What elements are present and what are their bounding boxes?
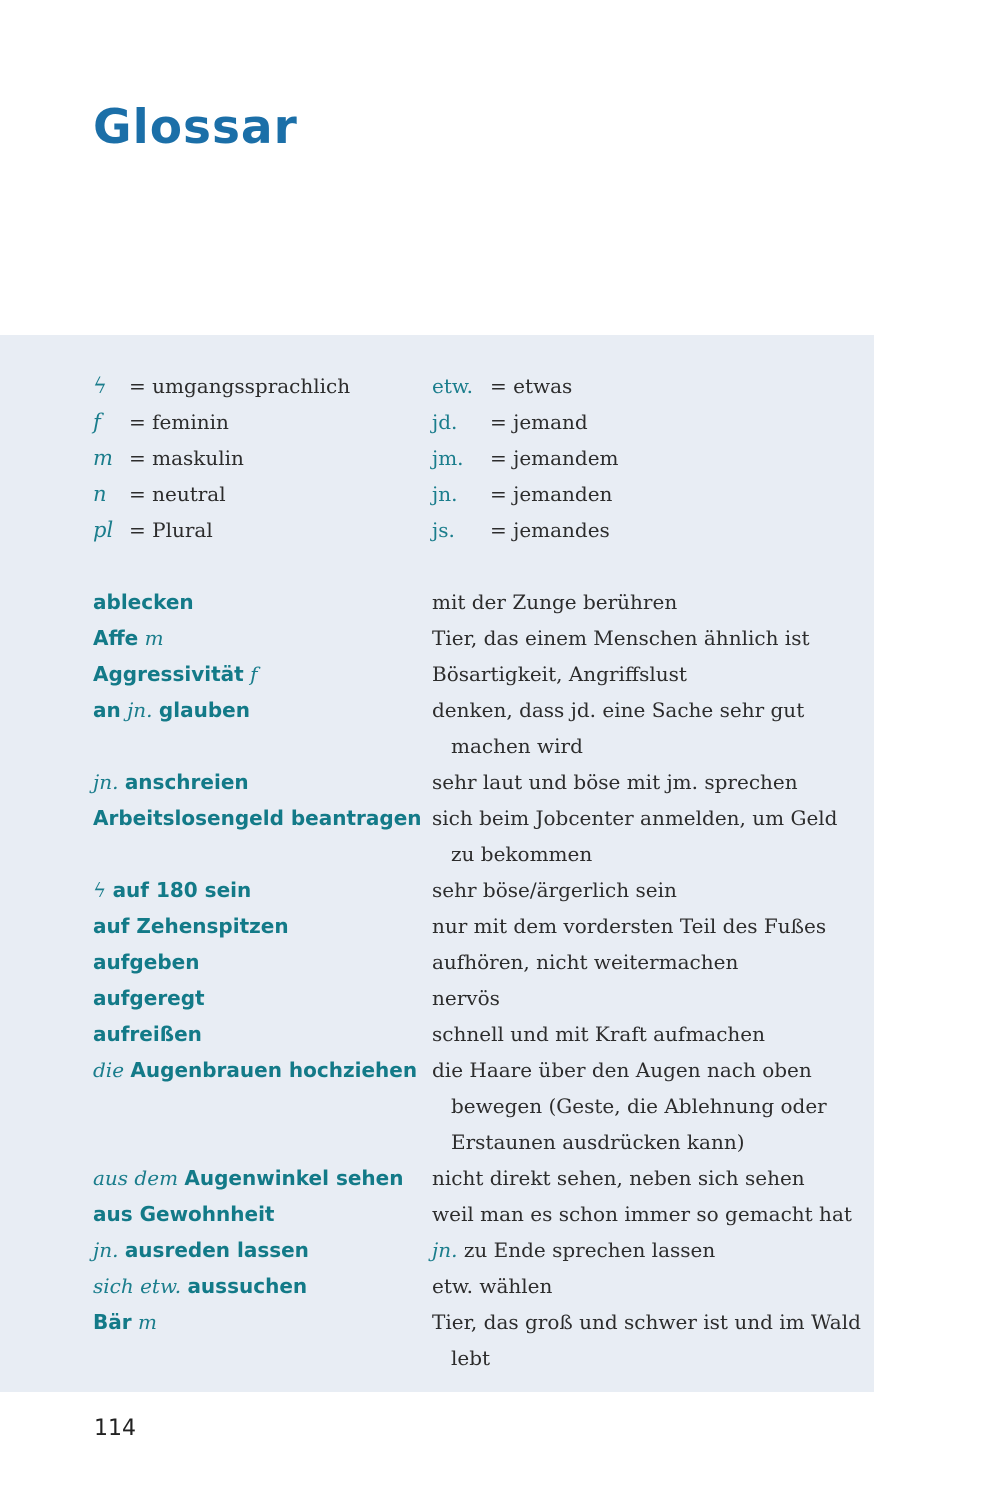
glossary-content <box>93 368 863 1376</box>
glossary-term <box>93 980 432 1016</box>
term-infix: jn. <box>127 698 153 722</box>
glossary-entry <box>93 1196 863 1232</box>
definition-text: sehr böse/ärgerlich sein <box>432 878 677 902</box>
abbreviation-key: jd. <box>432 410 458 434</box>
glossary-term <box>93 800 432 872</box>
glossary-definition <box>432 872 863 908</box>
term-headword: aufgeregt <box>93 986 205 1010</box>
definition-text: Bösartigkeit, Angriffslust <box>432 662 687 686</box>
glossary-entry <box>93 620 863 656</box>
page-title: Glossar <box>93 100 298 155</box>
glossary-term <box>93 1304 432 1376</box>
glossary-entry <box>93 1052 863 1160</box>
term-headword: ablecken <box>93 590 194 614</box>
glossary-term <box>93 656 432 692</box>
definition-text: zu Ende sprechen lassen <box>463 1238 716 1262</box>
definition-text: aufhören, nicht weitermachen <box>432 950 739 974</box>
glossary-term <box>93 1232 432 1268</box>
glossary-entry <box>93 980 863 1016</box>
glossary-entry <box>93 1232 863 1268</box>
glossary-definition <box>432 1160 863 1196</box>
abbreviation-meaning: = Plural <box>129 518 213 542</box>
term-headword: Aggressivität <box>93 662 244 686</box>
abbreviation-meaning: = etwas <box>490 374 573 398</box>
term-headword: Arbeitslosengeld beantragen <box>93 806 422 830</box>
term-headword: glauben <box>158 698 250 722</box>
abbreviation-meaning: = maskulin <box>129 446 244 470</box>
definition-text: etw. wählen <box>432 1274 553 1298</box>
term-headword: Augenwinkel sehen <box>184 1166 404 1190</box>
term-headword: aufreißen <box>93 1022 202 1046</box>
definition-text: weil man es schon immer so gemacht hat <box>432 1202 852 1226</box>
glossary-entry <box>93 1304 863 1376</box>
glossary-definition <box>432 620 863 656</box>
term-headword: an <box>93 698 121 722</box>
abbreviation-key: m <box>93 446 113 470</box>
glossary-definition <box>432 1196 863 1232</box>
term-headword: aussuchen <box>187 1274 308 1298</box>
glossary-definition <box>432 1052 863 1160</box>
term-headword: auf 180 sein <box>112 878 252 902</box>
term-headword: Augenbrauen hochziehen <box>130 1058 418 1082</box>
abbreviation-meaning: = jemanden <box>490 482 613 506</box>
definition-text: nicht direkt sehen, neben sich sehen <box>432 1166 805 1190</box>
abbreviation-key: jn. <box>432 482 458 506</box>
abbreviation-key: jm. <box>432 446 464 470</box>
glossary-entry <box>93 800 863 872</box>
term-prefix: jn. <box>93 1238 119 1262</box>
abbreviation-key: pl <box>93 518 114 542</box>
term-prefix: die <box>93 1058 125 1082</box>
term-gender: f <box>250 662 258 686</box>
glossary-term <box>93 1196 432 1232</box>
definition-prefix: jn. <box>432 1238 458 1262</box>
glossary-definition <box>432 980 863 1016</box>
abbreviation-key: n <box>93 482 107 506</box>
glossary-term <box>93 620 432 656</box>
abbreviation-row <box>93 368 863 404</box>
abbreviation-meaning: = jemandem <box>490 446 619 470</box>
glossary-term <box>93 692 432 764</box>
abbreviation-key: ϟ <box>93 374 107 398</box>
glossary-term <box>93 908 432 944</box>
glossary-term <box>93 944 432 980</box>
glossary-entry <box>93 764 863 800</box>
definition-text: sich beim Jobcenter anmelden, um Geld zu bekommen <box>432 806 838 866</box>
term-headword: Bär <box>93 1310 132 1334</box>
glossary-entry <box>93 944 863 980</box>
term-gender: m <box>137 1310 157 1334</box>
glossary-entry <box>93 1160 863 1196</box>
glossary-entry <box>93 584 863 620</box>
abbreviation-row <box>93 440 863 476</box>
glossary-definition <box>432 584 863 620</box>
term-prefix: jn. <box>93 770 119 794</box>
abbreviation-row <box>93 404 863 440</box>
definition-text: denken, dass jd. eine Sache sehr gut machen wird <box>432 698 805 758</box>
term-headword: anschreien <box>124 770 249 794</box>
abbreviation-meaning: = jemandes <box>490 518 610 542</box>
glossary-term <box>93 1160 432 1196</box>
abbreviation-legend <box>93 368 863 548</box>
definition-text: nur mit dem vordersten Teil des Fußes <box>432 914 827 938</box>
glossary-definition <box>432 692 863 764</box>
glossary-definition <box>432 944 863 980</box>
page-number: 114 <box>94 1416 136 1441</box>
abbreviation-meaning: = umgangssprachlich <box>129 374 351 398</box>
definition-text: schnell und mit Kraft aufmachen <box>432 1022 766 1046</box>
abbreviation-meaning: = jemand <box>490 410 588 434</box>
glossary-definition <box>432 1268 863 1304</box>
term-headword: aufgeben <box>93 950 200 974</box>
glossary-definition <box>432 1304 863 1376</box>
glossary-term <box>93 1016 432 1052</box>
definition-text: sehr laut und böse mit jm. sprechen <box>432 770 798 794</box>
glossary-definition <box>432 800 863 872</box>
glossary-definition <box>432 1232 863 1268</box>
term-headword: Affe <box>93 626 139 650</box>
term-headword: aus Gewohnheit <box>93 1202 275 1226</box>
glossary-definition <box>432 656 863 692</box>
abbreviation-key: etw. <box>432 374 473 398</box>
abbreviation-meaning: = feminin <box>129 410 229 434</box>
abbreviation-key: f <box>93 410 101 434</box>
term-headword: auf Zehenspitzen <box>93 914 289 938</box>
glossary-entry <box>93 1268 863 1304</box>
glossary-definition <box>432 908 863 944</box>
abbreviation-key: js. <box>432 518 455 542</box>
glossary-entry <box>93 692 863 764</box>
glossary-term <box>93 584 432 620</box>
definition-text: die Haare über den Augen nach oben bewegen (Geste, die Ablehnung oder Erstaunen ausdrücken kann) <box>432 1058 827 1154</box>
abbreviation-row <box>93 512 863 548</box>
glossary-term <box>93 1052 432 1160</box>
definition-text: Tier, das groß und schwer ist und im Wald lebt <box>432 1310 861 1370</box>
term-prefix: aus dem <box>93 1166 179 1190</box>
term-headword: ausreden lassen <box>124 1238 309 1262</box>
abbreviation-row <box>93 476 863 512</box>
term-gender: m <box>144 626 164 650</box>
definition-text: nervös <box>432 986 500 1010</box>
glossary-entry <box>93 872 863 908</box>
glossary-definition <box>432 1016 863 1052</box>
definition-text: mit der Zunge berühren <box>432 590 678 614</box>
glossary-term <box>93 872 432 908</box>
term-prefix: ϟ <box>93 878 107 902</box>
glossary-entry <box>93 908 863 944</box>
abbreviation-meaning: = neutral <box>129 482 226 506</box>
term-prefix: sich etw. <box>93 1274 182 1298</box>
glossary-term <box>93 764 432 800</box>
definition-text: Tier, das einem Menschen ähnlich ist <box>432 626 810 650</box>
glossary-entries <box>93 584 863 1376</box>
glossary-entry <box>93 656 863 692</box>
glossary-entry <box>93 1016 863 1052</box>
glossary-term <box>93 1268 432 1304</box>
glossary-definition <box>432 764 863 800</box>
